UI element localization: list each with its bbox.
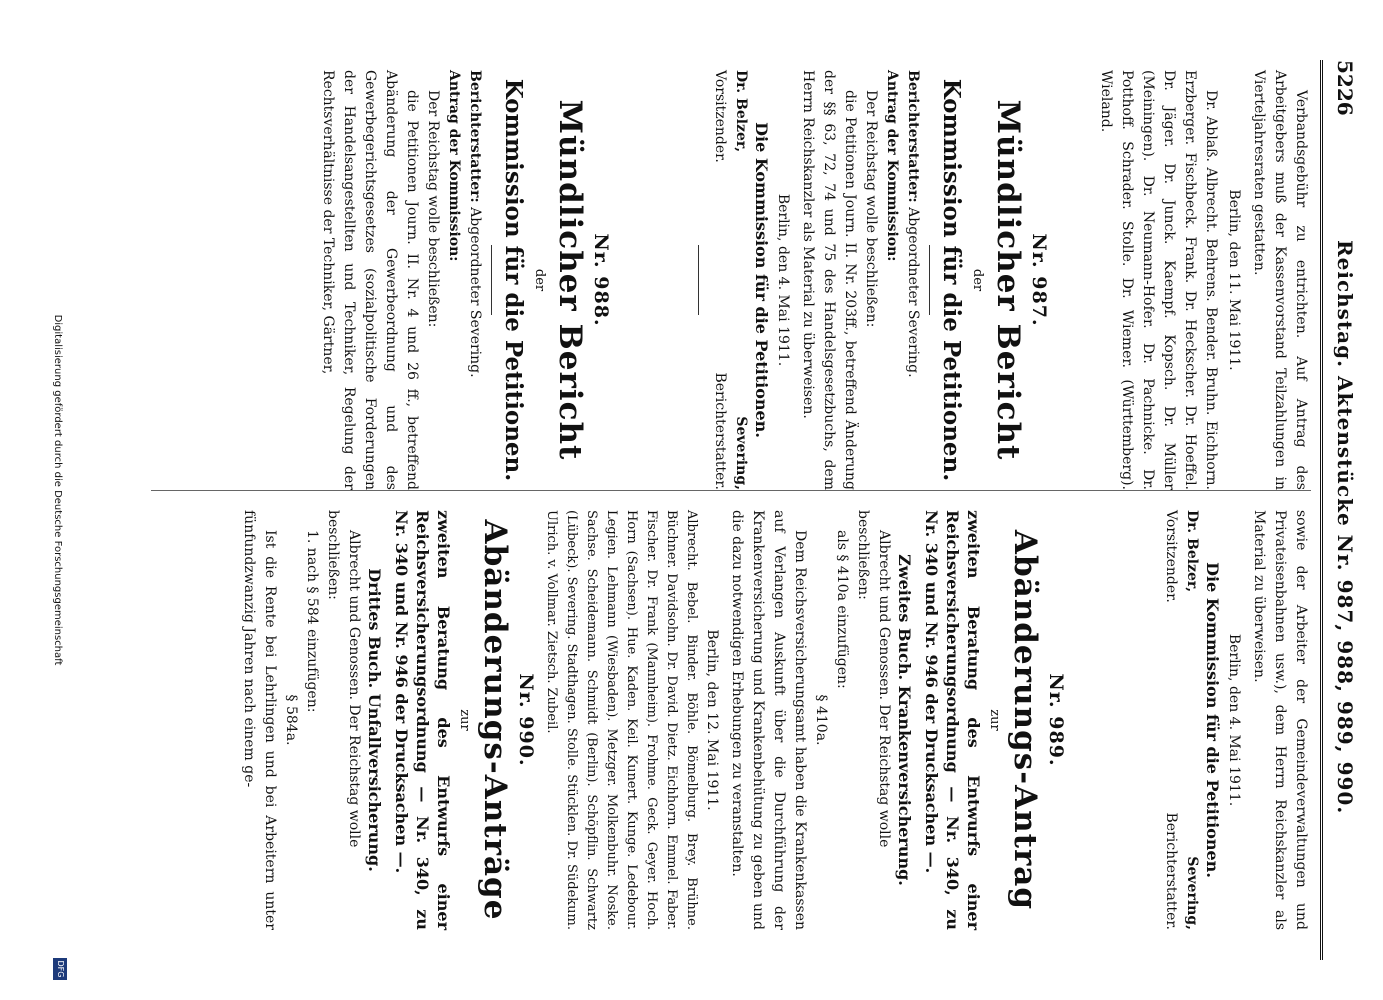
motion-title: Abänderungs-Anträge: [477, 519, 513, 921]
motion-intro: Albrecht und Genossen. Der Reichstag wolle beschließen:: [325, 510, 362, 848]
report-title: Mündlicher Bericht: [552, 99, 588, 461]
chair-block: [1160, 510, 1202, 603]
page-header: [1320, 60, 1363, 960]
rapporteur-name: Abgeordneter Severing.: [467, 207, 483, 378]
signatures: [709, 70, 751, 490]
date-line: Berlin, den 4. Mai 1911.: [1226, 633, 1242, 807]
report-number: Nr. 988.: [590, 233, 612, 327]
commission-name: Kommission für die Petitionen.: [500, 78, 527, 482]
date-line: Berlin, den 11. Mai 1911.: [1226, 189, 1242, 371]
rapporteur-sig: Severing,: [733, 416, 749, 490]
continuation-text: sowie der Arbeiter der Gemeindeverwaltungen und Privateisenbahnen usw.), dem Herrn Reichskanzler als Material zu überweisen.: [1251, 510, 1309, 930]
page-number: 5226: [1333, 60, 1357, 116]
rapporteur-sig: Severing,: [1184, 856, 1200, 930]
rule: [491, 245, 492, 315]
book-heading: Drittes Buch. Unfallversicherung.: [365, 568, 384, 872]
motion-label: Antrag der Kommission:: [446, 70, 462, 262]
article: der: [532, 268, 547, 292]
commission-name: Kommission für die Petitionen.: [938, 78, 965, 482]
commission-signature: Die Kommission für die Petitionen.: [1203, 562, 1222, 878]
report-988: [317, 70, 611, 490]
insertion-note: als § 410a einzufügen:: [834, 530, 850, 689]
motion-intro: Der Reichstag wolle beschließen:: [863, 90, 879, 328]
rapporteur-role: Berichterstatter.: [1163, 812, 1179, 930]
intro-block: [1095, 70, 1311, 490]
motion-subject: zweiten Beratung des Entwurfs einer Reichsversicherungsordnung — Nr. 340, zu Nr. 340 und Nr. 946 der Drucksachen —.: [922, 510, 983, 930]
date-line: Berlin, den 4. Mai 1911.: [775, 193, 791, 367]
paragraph-number: § 410a.: [813, 694, 829, 746]
motion-text: die Petitionen Journ. II. Nr. 4 und 26 ff., betreffend Abänderung der Gewerbeordnung und des Gewerbegerichtsgesetzes (sozialpolitische Forderungen der Handelsangestellten und Techniker, Regelung der Rechtsverhältnisse der Techniker, Gärtner,: [320, 70, 420, 490]
motion-text: die Petitionen Journ. II. Nr. 203ff., betreffend Änderung der §§ 63, 72, 74 und 75 des Handelsgesetzbuchs, dem Herrn Reichskanzler als Material zu überweisen.: [800, 70, 858, 490]
article: zur: [987, 709, 1002, 731]
rule: [698, 245, 699, 315]
report-number: Nr. 987.: [1028, 233, 1050, 327]
chair-block: [709, 70, 751, 163]
commission-signature: Die Kommission für die Petitionen.: [752, 122, 771, 438]
motion-label: Antrag der Kommission:: [884, 70, 900, 262]
running-title: Reichstag. Aktenstücke Nr. 987, 988, 989, 990.: [1333, 240, 1357, 815]
digitization-credit: Digitalisierung gefördert durch die Deutsche Forschungsgemeinschaft: [52, 314, 63, 666]
motion-number: Nr. 989.: [1045, 673, 1067, 767]
left-column: [151, 70, 1311, 490]
rule: [929, 245, 930, 315]
intro-text: Verbandsgebühr zu entrichten. Auf Antrag des Arbeitgebers muß der Kassenvorstand Teilzahlungen in Vierteljahresraten gestatten.: [1251, 70, 1309, 490]
signatories: Albrecht. Bebel. Binder. Böhle. Bömelburg. Brey. Brühne. Büchner. Davidsohn. Dr. David. Dietz. Eichhorn. Emmel. Faber. Fischer. Dr. Frank (Mannheim). Frohme. Geck. Geyer. Hoch. Horn (Sachsen). Hue. Kaden. Keil. Kunert. Kunge. Ledebour. Legien. Lehmann (Wiesbaden). Metzger. Molkenbuhr. Noske. Sachse. Scheidemann. Schmidt (Berlin). Schöpflin. Schwartz (Lübeck). Severing. Stadthagen. Stolle. Stücklen. Dr. Südekum. Ulrich. v. Vollmar. Zietsch. Zubeil.: [544, 510, 699, 930]
page-footer: [23, 20, 83, 980]
rapporteur-block: [1160, 812, 1202, 930]
rapporteur-label: Berichterstatter:: [467, 70, 483, 203]
signatories: Dr. Ablaß. Albrecht. Behrens. Bender. Bruhn. Eichhorn. Erzberger. Fischbeck. Frank. Dr. Heckscher. Dr. Hoeffel. Dr. Jäger. Dr. Junck. Kaempf. Kopsch. Dr. Müller (Meiningen). Dr. Neumann-Hofer. Dr. Pachnicke. Dr. Potthoff. Schrader. Stolle. Dr. Wiemer. (Württemberg). Wieland.: [1098, 70, 1219, 490]
insertion-note: 1. nach § 584 einzufügen:: [304, 530, 320, 713]
rapporteur-name: Abgeordneter Severing.: [905, 207, 921, 378]
signatures: [1160, 510, 1202, 930]
continuation-988: [1160, 510, 1311, 930]
motion-number: Nr. 990.: [515, 673, 537, 767]
book-heading: Zweites Buch. Krankenversicherung.: [895, 554, 914, 886]
column-divider: [151, 490, 1311, 491]
rapporteur-label: Berichterstatter:: [905, 70, 921, 203]
article: zur: [457, 709, 472, 731]
rapporteur-role: Berichterstatter.: [712, 372, 728, 490]
report-987: [692, 70, 1049, 490]
article: der: [970, 268, 985, 292]
paragraph-number: § 584a.: [283, 694, 299, 746]
paragraph-text: Dem Reichsversicherungsamt haben die Krankenkassen auf Verlangen Auskunft über die Durchführung der Krankenversicherung und Krankenbehütung zu geben und die dazu notwendigen Erhebungen zu veranstalten.: [729, 510, 808, 930]
motion-989: [541, 510, 1066, 930]
motion-intro: Albrecht und Genossen. Der Reichstag wolle beschließen:: [855, 510, 892, 848]
chair-name: Dr. Belzer,: [1184, 510, 1200, 593]
motion-intro: Der Reichstag wolle beschließen:: [425, 90, 441, 328]
rapporteur-block: [709, 372, 751, 490]
chair-role: Vorsitzender.: [712, 70, 728, 163]
right-column: [151, 510, 1311, 930]
chair-name: Dr. Belzer,: [733, 70, 749, 153]
report-title: Mündlicher Bericht: [990, 99, 1026, 461]
date-line: Berlin, den 12. Mai 1911.: [704, 629, 720, 811]
motion-subject: zweiten Beratung des Entwurfs einer Reichsversicherungsordnung — Nr. 340, zu Nr. 340 und Nr. 946 der Drucksachen —.: [392, 510, 453, 930]
motion-title: Abänderungs-Antrag: [1007, 529, 1043, 911]
motion-990: [238, 510, 536, 930]
dfg-logo: DFG: [53, 958, 67, 980]
paragraph-text: Ist die Rente bei Lehrlingen und bei Arbeitern unter fünfundzwanzig Jahren nach einem ge-: [241, 510, 278, 930]
chair-role: Vorsitzender.: [1163, 510, 1179, 603]
